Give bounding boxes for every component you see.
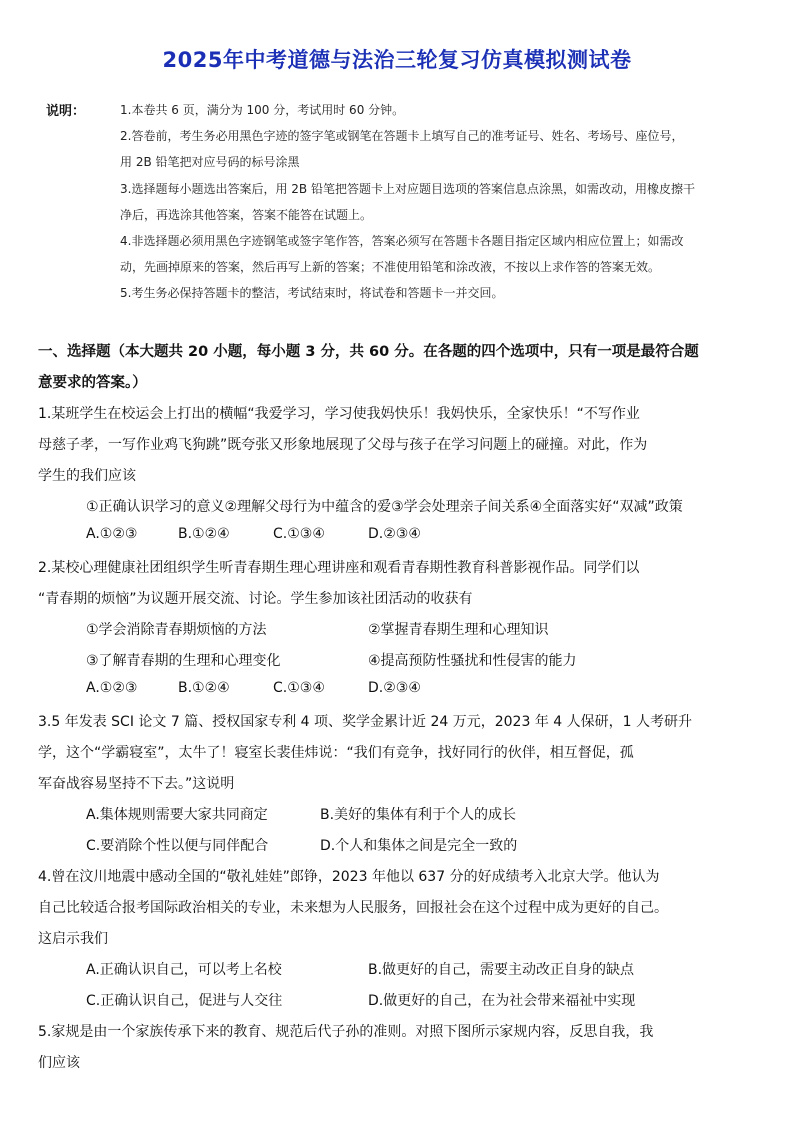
page-title: 2025年中考道德与法治三轮复习仿真模拟测试卷 [162,48,632,72]
q2-option-a: A.①②③ [86,680,138,696]
note-line-3: 用 2B 铅笔把对应号码的标号涂黑 [120,155,300,169]
note-line-8: 5.考生务必保持答题卡的整洁，考试结束时，将试卷和答题卡一并交回。 [120,286,504,300]
note-line-6: 4.非选择题必须用黑色字迹钢笔或签字笔作答，答案必须写在答题卡各题目指定区域内相应位置上；如需改 [120,234,684,248]
q5-stem-line-1: 5.家规是由一个家族传承下来的教育、规范后代子孙的准则。对照下图所示家规内容，反思自我，我 [38,1024,654,1040]
q2-statement-4: ④提高预防性骚扰和性侵害的能力 [368,653,577,669]
q1-stem-line-3: 学生的我们应该 [38,468,136,484]
q4-option-a: A.正确认识自己，可以考上名校 [86,962,282,978]
q1-statements: ①正确认识学习的意义②理解父母行为中蕴含的爱③学会处理亲子间关系④全面落实好“双减”政策 [86,499,683,515]
q3-option-a: A.集体规则需要大家共同商定 [86,807,268,823]
note-line-5: 净后，再选涂其他答案，答案不能答在试题上。 [120,208,373,222]
q2-option-b: B.①②④ [178,680,230,696]
note-line-7: 动，先画掉原来的答案，然后再写上新的答案；不准使用铅笔和涂改液，不按以上求作答的答案无效。 [120,260,661,274]
q2-stem-line-2: “青春期的烦恼”为议题开展交流、讨论。学生参加该社团活动的收获有 [38,591,473,607]
q4-option-c: C.正确认识自己，促进与人交往 [86,993,283,1009]
q1-stem-line-2: 母慈子孝，一写作业鸡飞狗跳”既夸张又形象地展现了父母与孩子在学习问题上的碰撞。对此，作为 [38,437,648,453]
q3-stem-line-3: 军奋战容易坚持不下去。”这说明 [38,776,235,792]
q2-option-c: C.①③④ [273,680,325,696]
q4-option-d: D.做更好的自己，在为社会带来福祉中实现 [368,993,636,1009]
note-line-2: 2.答卷前，考生务必用黑色字迹的签字笔或钢笔在答题卡上填写自己的准考证号、姓名、考场号、座位号， [120,129,684,143]
section-heading-line-2: 意要求的答案。） [38,375,147,391]
q2-statement-2: ②掌握青春期生理和心理知识 [368,622,549,638]
q3-option-c: C.要消除个性以便与同伴配合 [86,838,269,854]
q2-option-d: D.②③④ [368,680,421,696]
q1-stem-line-1: 1.某班学生在校运会上打出的横幅“我爱学习，学习使我妈快乐！我妈快乐，全家快乐！“不写作业 [38,406,640,422]
q2-stem-line-1: 2.某校心理健康社团组织学生听青春期生理心理讲座和观看青春期性教育科普影视作品。同学们以 [38,560,640,576]
q3-option-d: D.个人和集体之间是完全一致的 [320,838,518,854]
q5-stem-line-2: 们应该 [38,1055,80,1071]
q4-stem-line-3: 这启示我们 [38,931,108,947]
q4-stem-line-2: 自己比较适合报考国际政治相关的专业，未来想为人民服务，回报社会在这个过程中成为更好的自己。 [38,900,668,916]
q3-stem-line-2: 学，这个“学霸寝室”，太牛了！寝室长裴佳炜说：“我们有竞争，找好同行的伙伴，相互督促，孤 [38,745,634,761]
q2-statement-1: ①学会消除青春期烦恼的方法 [86,622,267,638]
notes-label: 说明： [46,104,86,119]
q2-statement-3: ③了解青春期的生理和心理变化 [86,653,281,669]
q4-option-b: B.做更好的自己，需要主动改正自身的缺点 [368,962,635,978]
q1-option-b: B.①②④ [178,526,230,542]
note-line-4: 3.选择题每小题选出答案后，用 2B 铅笔把答题卡上对应题目选项的答案信息点涂黑，如需改动，用橡皮擦干 [120,182,695,196]
q3-stem-line-1: 3.5 年发表 SCI 论文 7 篇、授权国家专利 4 项、奖学金累计近 24 万元，2023 年 4 人保研，1 人考研升 [38,714,692,730]
q1-option-c: C.①③④ [273,526,325,542]
q3-option-b: B.美好的集体有利于个人的成长 [320,807,517,823]
note-line-1: 1.本卷共 6 页，满分为 100 分，考试用时 60 分钟。 [120,103,405,117]
q4-stem-line-1: 4.曾在汶川地震中感动全国的“敬礼娃娃”郎铮，2023 年他以 637 分的好成绩考入北京大学。他认为 [38,869,660,885]
q1-option-a: A.①②③ [86,526,138,542]
section-heading-line-1: 一、选择题（本大题共 20 小题，每小题 3 分，共 60 分。在各题的四个选项中，只有一项是最符合题 [38,344,699,360]
q1-option-d: D.②③④ [368,526,421,542]
